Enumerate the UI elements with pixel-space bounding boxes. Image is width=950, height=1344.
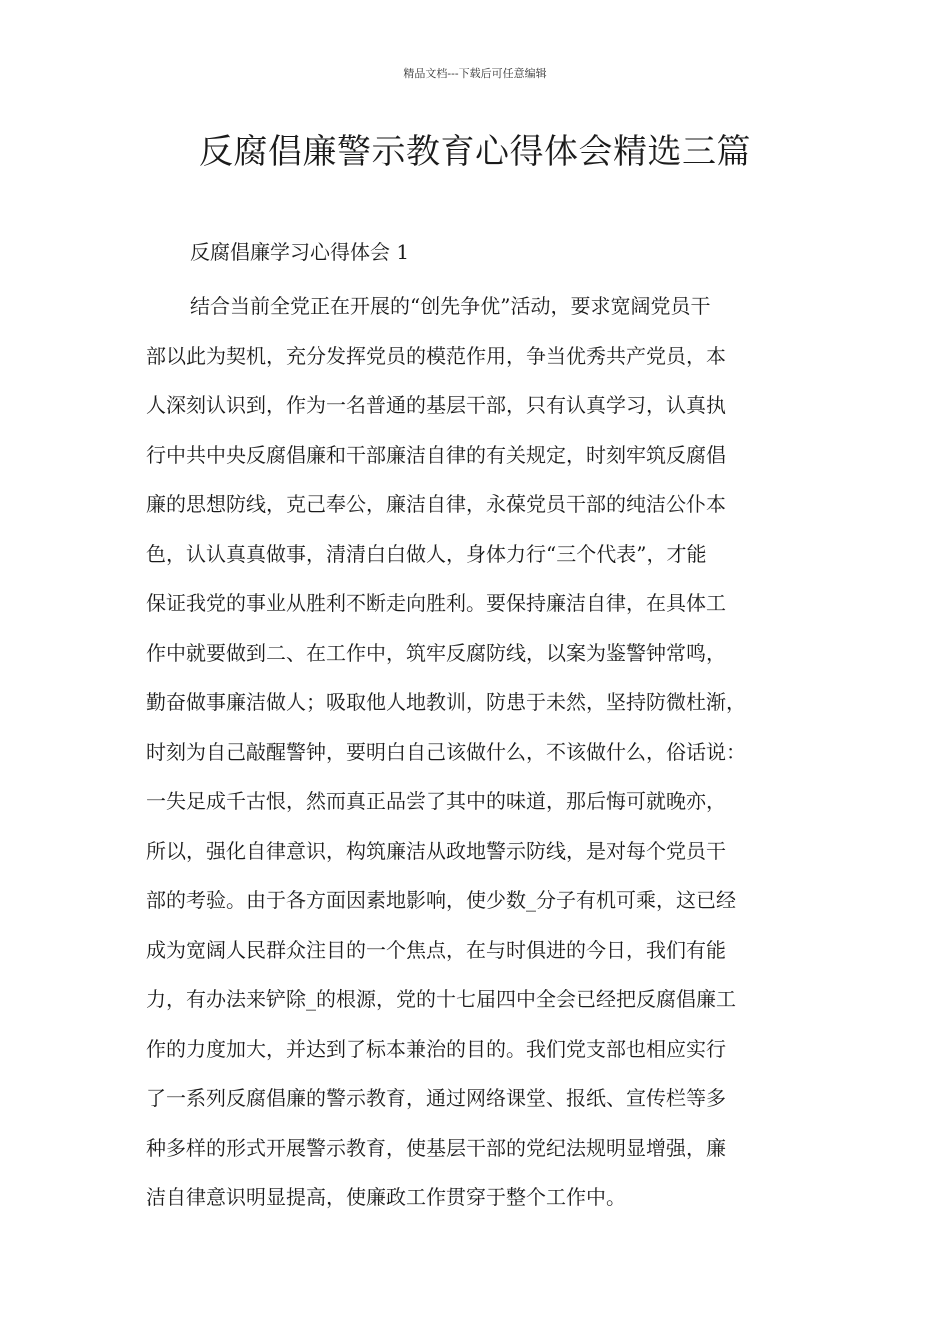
paragraph-line: 廉的思想防线，克己奉公，廉洁自律，永葆党员干部的纯洁公仆本 <box>146 492 726 516</box>
paragraph-line: 洁自律意识明显提高，使廉政工作贯穿于整个工作中。 <box>146 1185 626 1209</box>
paragraph-line: 力，有办法来铲除_的根源，党的十七届四中全会已经把反腐倡廉工 <box>146 987 736 1011</box>
paragraph-line: 结合当前全党正在开展的“创先争优”活动，要求宽阔党员干 <box>190 294 711 318</box>
paragraph-line: 色，认认真真做事，清清白白做人，身体力行“三个代表”，才能 <box>146 541 707 566</box>
paragraph-line: 勤奋做事廉洁做人；吸取他人地教训，防患于未然，坚持防微杜渐， <box>146 690 746 714</box>
paragraph-line: 人深刻认识到，作为一名普通的基层干部，只有认真学习，认真执 <box>146 393 726 417</box>
paragraph-line: 保证我党的事业从胜利不断走向胜利。要保持廉洁自律，在具体工 <box>146 591 726 615</box>
section-heading: 反腐倡廉学习心得体会 1 <box>190 240 410 264</box>
paragraph-line: 作的力度加大，并达到了标本兼治的目的。我们党支部也相应实行 <box>146 1036 726 1061</box>
header-note: 精品文档---下载后可任意编辑 <box>403 67 547 80</box>
paragraph-line: 一失足成千古恨，然而真正品尝了其中的味道，那后悔可就晚亦， <box>146 789 726 813</box>
paragraph-line: 成为宽阔人民群众注目的一个焦点，在与时俱进的今日，我们有能 <box>146 937 726 962</box>
paragraph-line: 所以，强化自律意识，构筑廉洁从政地警示防线，是对每个党员干 <box>146 838 726 863</box>
paragraph-line: 时刻为自己敲醒警钟，要明白自己该做什么，不该做什么，俗话说： <box>146 739 746 764</box>
paragraph-line: 作中就要做到二、在工作中，筑牢反腐防线，以案为鉴警钟常鸣， <box>146 640 726 665</box>
paragraph-line: 了一系列反腐倡廉的警示教育，通过网络课堂、报纸、宣传栏等多 <box>146 1086 726 1110</box>
paragraph-line: 部的考验。由于各方面因素地影响，使少数_分子有机可乘，这已经 <box>146 888 736 912</box>
paragraph-line: 部以此为契机，充分发挥党员的模范作用，争当优秀共产党员，本 <box>146 343 726 368</box>
paragraph-line: 行中共中央反腐倡廉和干部廉洁自律的有关规定，时刻牢筑反腐倡 <box>146 442 726 467</box>
body-paragraph <box>146 282 826 1223</box>
document-title: 反腐倡廉警示教育心得体会精选三篇 <box>199 132 751 172</box>
paragraph-line: 种多样的形式开展警示教育，使基层干部的党纪法规明显增强，廉 <box>146 1135 726 1160</box>
